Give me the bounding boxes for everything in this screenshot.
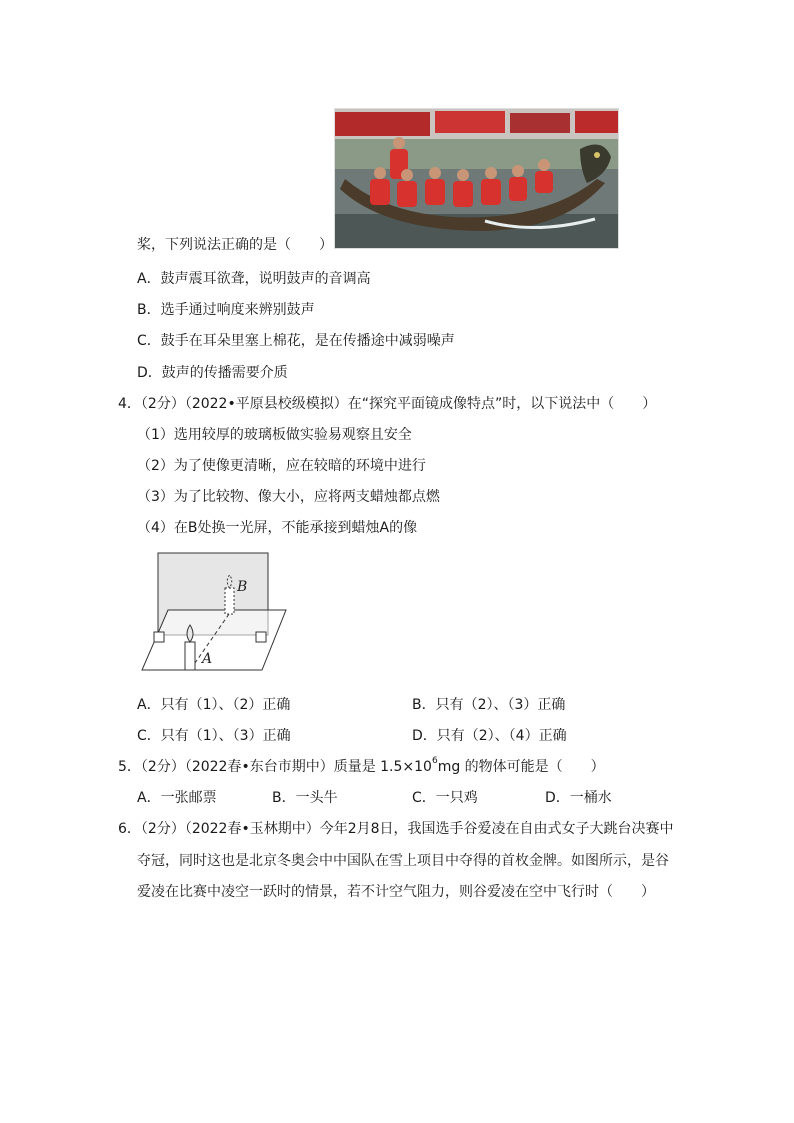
q3-option-b: B．选手通过响度来辨别鼓声: [137, 302, 315, 318]
q3-option-a: A．鼓声震耳欲聋，说明鼓声的音调高: [137, 271, 371, 287]
q6-line-1: 6．（2分）（2022春•玉林期中）今年2月8日，我国选手谷爱凌在自由式女子大跳台决赛中: [118, 821, 674, 837]
q5-option-b: B．一头牛: [272, 790, 338, 806]
q4-statement-2: （2）为了使像更清晰，应在较暗的环境中进行: [137, 458, 426, 474]
q5-option-a: A．一张邮票: [137, 790, 217, 806]
q4-option-a: A．只有（1）、（2）正确: [137, 697, 291, 713]
q4-statement-1: （1）选用较厚的玻璃板做实验易观察且安全: [137, 427, 412, 443]
label-b: B: [237, 579, 248, 595]
q5-option-c: C．一只鸡: [412, 790, 478, 806]
q4-option-b: B．只有（2）、（3）正确: [412, 697, 566, 713]
q3-stem-tail: 桨，下列说法正确的是（ ）: [137, 237, 333, 253]
q5-option-d: D．一桶水: [545, 790, 612, 806]
q4-statement-4: （4）在B处换一光屏，不能承接到蜡烛A的像: [137, 520, 418, 536]
label-a: A: [202, 651, 213, 667]
q6-line-3: 爱凌在比赛中凌空一跃时的情景，若不计空气阻力，则谷爱凌在空中飞行时（ ）: [137, 884, 655, 900]
q4-option-d: D．只有（2）、（4）正确: [412, 728, 567, 744]
q4-option-c: C．只有（1）、（3）正确: [137, 728, 291, 744]
q4-statement-3: （3）为了比较物、像大小，应将两支蜡烛都点燃: [137, 489, 440, 505]
q6-line-2: 夺冠，同时这也是北京冬奥会中中国队在雪上项目中夺得的首枚金牌。如图所示，是谷: [137, 853, 669, 869]
dragon-boat-photo: [334, 108, 619, 249]
q3-option-d: D．鼓声的传播需要介质: [137, 365, 288, 381]
q4-stem: 4．（2分）（2022•平原县校级模拟）在“探究平面镜成像特点”时，以下说法中（ ）: [118, 396, 657, 412]
q3-option-c: C．鼓手在耳朵里塞上棉花，是在传播途中减弱噪声: [137, 333, 455, 349]
q5-stem: 5．（2分）（2022春•东台市期中）质量是 $1.5\times 10^6mg$ 的物体可能是（ ）: [118, 756, 605, 775]
plane-mirror-diagram: [140, 548, 290, 680]
